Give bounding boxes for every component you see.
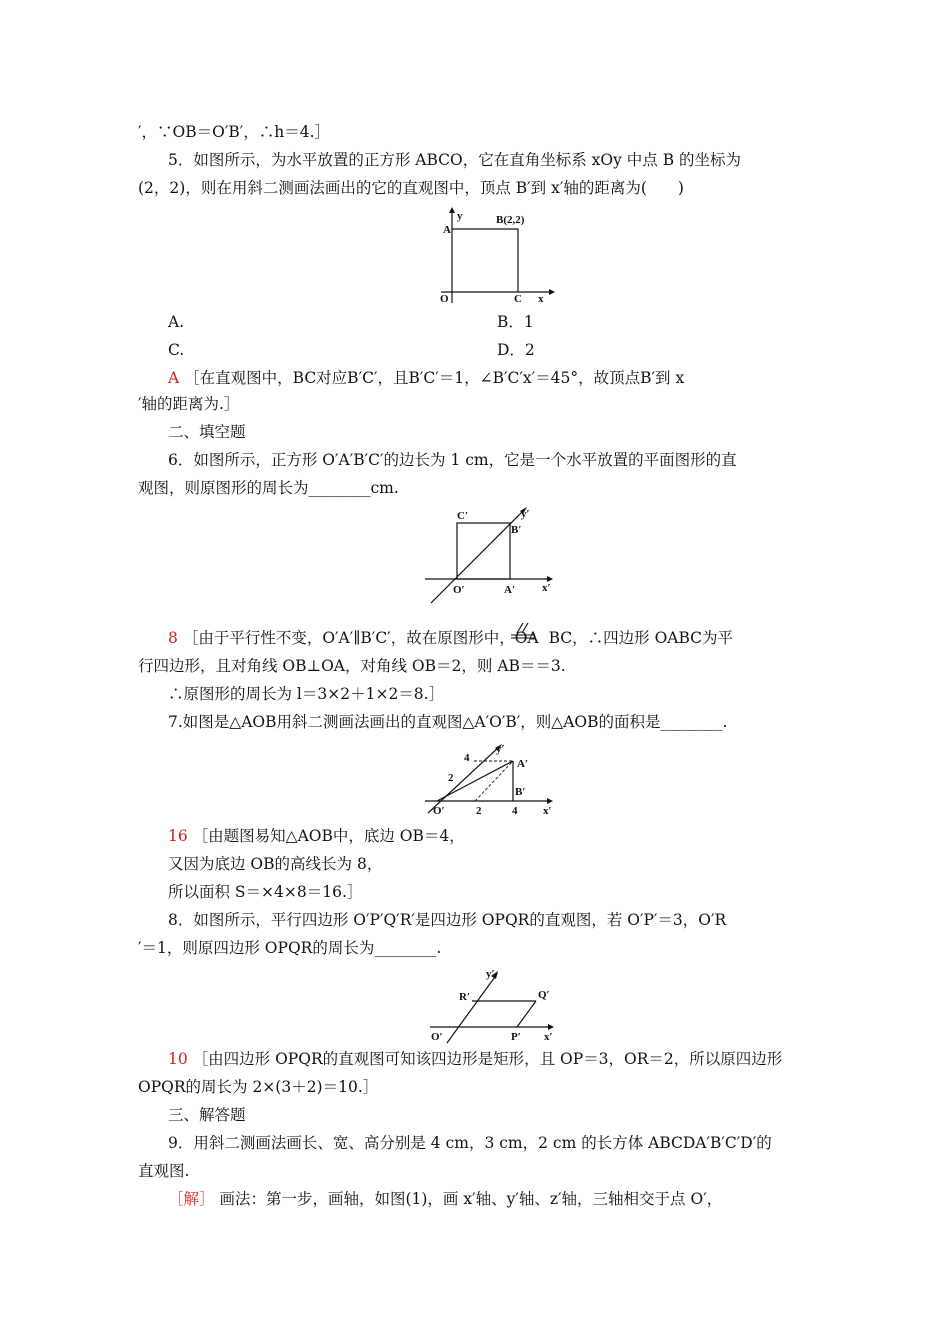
figure-q6-square — [415, 503, 565, 609]
q9-stem-2: 直观图. — [138, 1162, 190, 1180]
q5-option-c: C. — [168, 341, 185, 359]
y-axis — [447, 974, 497, 1043]
q5-option-d: D．2 — [497, 341, 535, 359]
label-y: y′ — [521, 508, 530, 520]
x-axis-arrow — [549, 289, 555, 295]
q6-stem-2: 观图，则原图形的周长为________cm. — [138, 479, 399, 497]
q6-answer-1 — [168, 627, 733, 649]
label-x: x′ — [542, 582, 551, 594]
q9-stem-1: 9．用斜二测画法画长、宽、高分别是 4 cm，3 cm，2 cm 的长方体 ABCDA′B′C′D′的 — [168, 1134, 772, 1152]
label-A: A′ — [517, 758, 529, 770]
label-four-x: 4 — [512, 805, 518, 817]
parallel-equal-icon — [507, 621, 537, 643]
q7-explanation-3: 所以面积 S＝×4×8＝16.］ — [168, 883, 363, 901]
label-Q: Q′ — [538, 989, 550, 1001]
q5-stem-2: (2，2)，则在用斜二测画法画出的它的直观图中，顶点 B′到 x′轴的距离为( ) — [138, 179, 684, 197]
side-p-q — [517, 1001, 536, 1027]
y-axis-arrow — [449, 207, 455, 213]
solution-tag: ［解］ — [168, 1190, 215, 1208]
figure-q8-parallelogram — [425, 965, 565, 1049]
label-two-y: 2 — [448, 772, 454, 784]
line-prev-answer-end: ′，∵OB＝O′B′，∴h＝4.］ — [138, 123, 331, 141]
label-C: C′ — [457, 510, 469, 522]
q6-stem-1: 6．如图所示，正方形 O′A′B′C′的边长为 1 cm，它是一个水平放置的平面图形的直 — [168, 451, 737, 469]
label-C: C — [514, 293, 522, 305]
q8-answer-1 — [168, 1048, 782, 1070]
label-four-y: 4 — [464, 752, 470, 764]
label-y: y′ — [486, 968, 495, 980]
label-A: A — [443, 224, 451, 236]
q5-explanation-2: ′轴的距离为.］ — [138, 395, 240, 413]
q6-explanation-1b: BC，∴四边形 OABC为平 — [548, 629, 734, 647]
q8-stem-1: 8．如图所示，平行四边形 O′P′Q′R′是四边形 OPQR的直观图，若 O′P′＝3，O′R — [168, 911, 727, 929]
figure-q5-square — [425, 205, 560, 309]
q8-stem-2: ′＝1，则原四边形 OPQR的周长为________. — [138, 939, 442, 957]
q5-answer-1 — [168, 367, 684, 389]
q6-explanation-3: ∴原图形的周长为 l＝3×2＋1×2＝8.］ — [168, 685, 445, 703]
section-solve: 三、解答题 — [168, 1106, 246, 1124]
q5-explanation-1: ［在直观图中，BC对应B′C′，且B′C′＝1，∠B′C′x′＝45°，故顶点B′到 x — [184, 369, 685, 387]
q7-explanation-1: ［由题图易知△AOB中，底边 OB＝4， — [192, 827, 465, 845]
q6-explanation-1a: ［由于平行性不变，O′A′∥B′C′，故在原图形中， — [182, 629, 515, 647]
q9-solution-text: 画法：第一步，画轴，如图(1)，画 x′轴、y′轴、z′轴，三轴相交于点 O′， — [219, 1190, 723, 1208]
q8-explanation-2: OPQR的周长为 2×(3＋2)＝10.］ — [138, 1078, 379, 1096]
q7-answer-number: 16 — [168, 827, 188, 845]
q5-stem-1: 5．如图所示，为水平放置的正方形 ABCO，它在直角坐标系 xOy 中点 B 的坐标为 — [168, 151, 742, 169]
label-O: O′ — [453, 584, 465, 596]
label-O: O′ — [431, 1031, 443, 1043]
label-x: x — [538, 293, 544, 305]
q5-answer-letter: A — [168, 369, 180, 387]
label-two-x: 2 — [476, 805, 482, 817]
q8-explanation-1: ［由四边形 OPQR的直观图可知该四边形是矩形，且 OP＝3，OR＝2，所以原四边形 — [192, 1050, 783, 1068]
dashed-diagonal — [475, 761, 513, 801]
q8-answer-number: 10 — [168, 1050, 188, 1068]
section-fill-in: 二、填空题 — [168, 423, 246, 441]
label-B: B′ — [515, 786, 526, 798]
q5-option-b: B．1 — [497, 313, 534, 331]
label-B: B(2,2) — [496, 214, 525, 226]
label-O: O — [440, 293, 449, 305]
q6-oa-text: OA — [514, 629, 539, 647]
q9-solution-1 — [168, 1188, 722, 1210]
q7-answer-1 — [168, 825, 465, 847]
q6-explanation-2: 行四边形，且对角线 OB⊥OA，对角线 OB＝2，则 AB＝＝3. — [138, 657, 566, 675]
label-P: P′ — [511, 1031, 521, 1043]
q7-stem: 7.如图是△AOB用斜二测画法画出的直观图△A′O′B′，则△AOB的面积是________. — [168, 713, 728, 731]
q7-explanation-2: 又因为底边 OB的高线长为 8， — [168, 855, 383, 873]
q5-option-a: A. — [168, 313, 185, 331]
label-R: R′ — [459, 991, 471, 1003]
q6-oa-parallel-equal — [515, 627, 539, 649]
label-x: x′ — [543, 805, 552, 817]
label-y: y′ — [496, 743, 505, 755]
label-y: y — [457, 210, 463, 222]
label-x: x′ — [544, 1031, 553, 1043]
x-axis-arrow — [548, 1024, 554, 1030]
x-axis-arrow — [547, 798, 553, 804]
square-edges — [452, 229, 518, 292]
label-O: O′ — [433, 805, 445, 817]
label-B: B′ — [511, 524, 522, 536]
figure-q7-triangle — [420, 740, 565, 824]
label-A: A′ — [504, 584, 516, 596]
q6-answer-number: 8 — [168, 629, 178, 647]
